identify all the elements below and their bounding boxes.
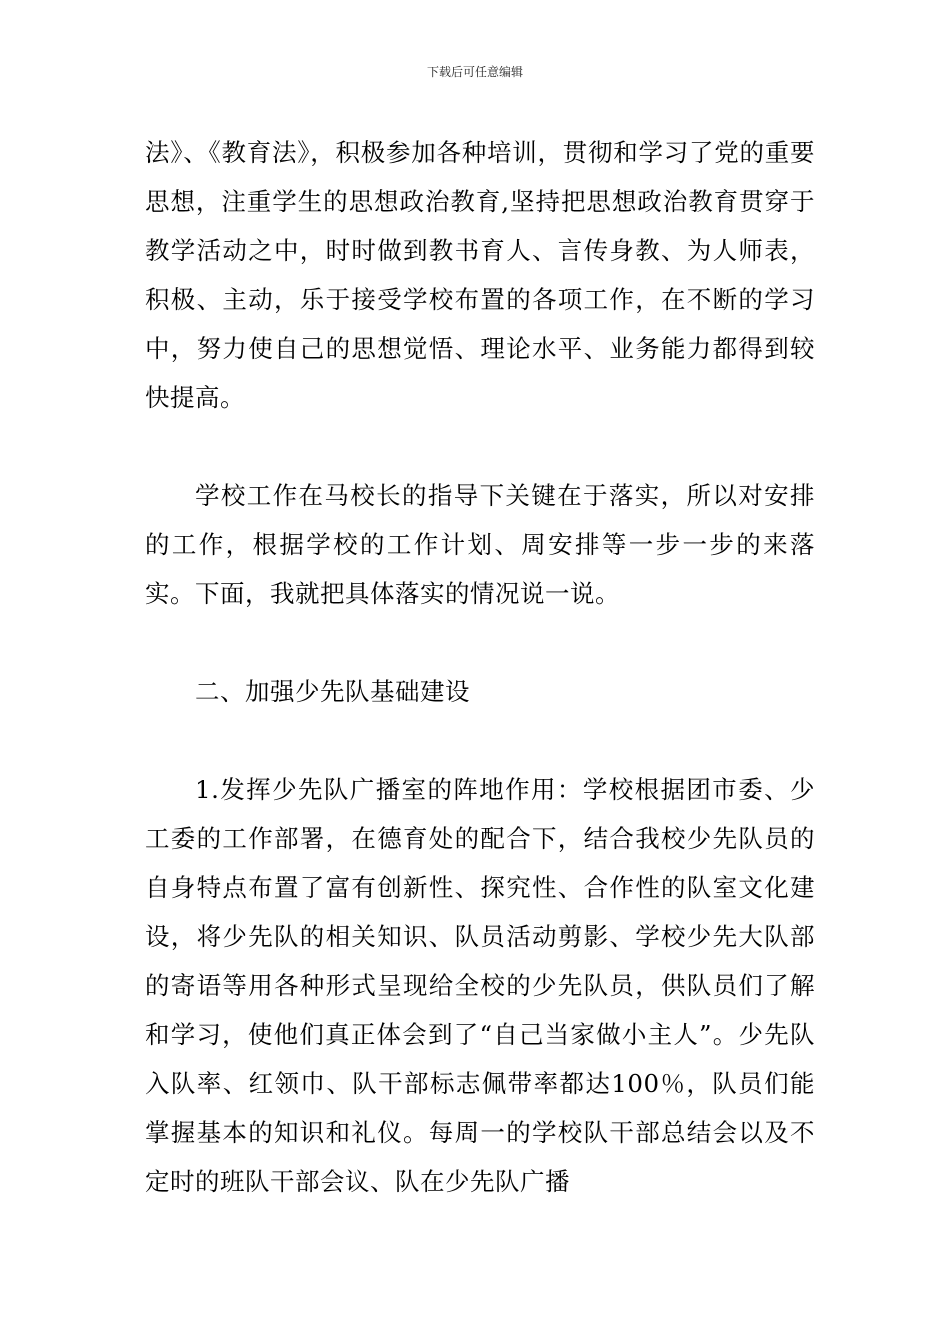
- section-heading: 二、加强少先队基础建设: [195, 677, 470, 706]
- paragraph-gap: [145, 618, 815, 667]
- document-body: [145, 128, 815, 1206]
- paragraph-1: 法》、《教育法》，积极参加各种培训，贯彻和学习了党的重要思想，注重学生的思想政治教育,坚持把思想政治教育贯穿于教学活动之中，时时做到教书育人、言传身教、为人师表，积极、主动，乐于接受学校布置的各项工作，在不断的学习中，努力使自己的思想觉悟、理论水平、业务能力都得到较快提高。: [145, 138, 815, 412]
- page-header: 下载后可任意编辑: [426, 65, 523, 79]
- paragraph-gap: [145, 716, 815, 765]
- paragraph-gap: [145, 422, 815, 471]
- paragraph-2: 学校工作在马校长的指导下关键在于落实，所以对安排的工作，根据学校的工作计划、周安排等一步一步的来落实。下面，我就把具体落实的情况说一说。: [145, 481, 815, 608]
- paragraph-4: 1.发挥少先队广播室的阵地作用：学校根据团市委、少工委的工作部署，在德育处的配合下，结合我校少先队员的自身特点布置了富有创新性、探究性、合作性的队室文化建设，将少先队的相关知识、队员活动剪影、学校少先大队部的寄语等用各种形式呈现给全校的少先队员，供队员们了解和学习，使他们真正体会到了“自己当家做小主人”。少先队入队率、红领巾、队干部标志佩带率都达100％，队员们能掌握基本的知识和礼仪。每周一的学校队干部总结会以及不定时的班队干部会议、队在少先队广播: [145, 775, 815, 1196]
